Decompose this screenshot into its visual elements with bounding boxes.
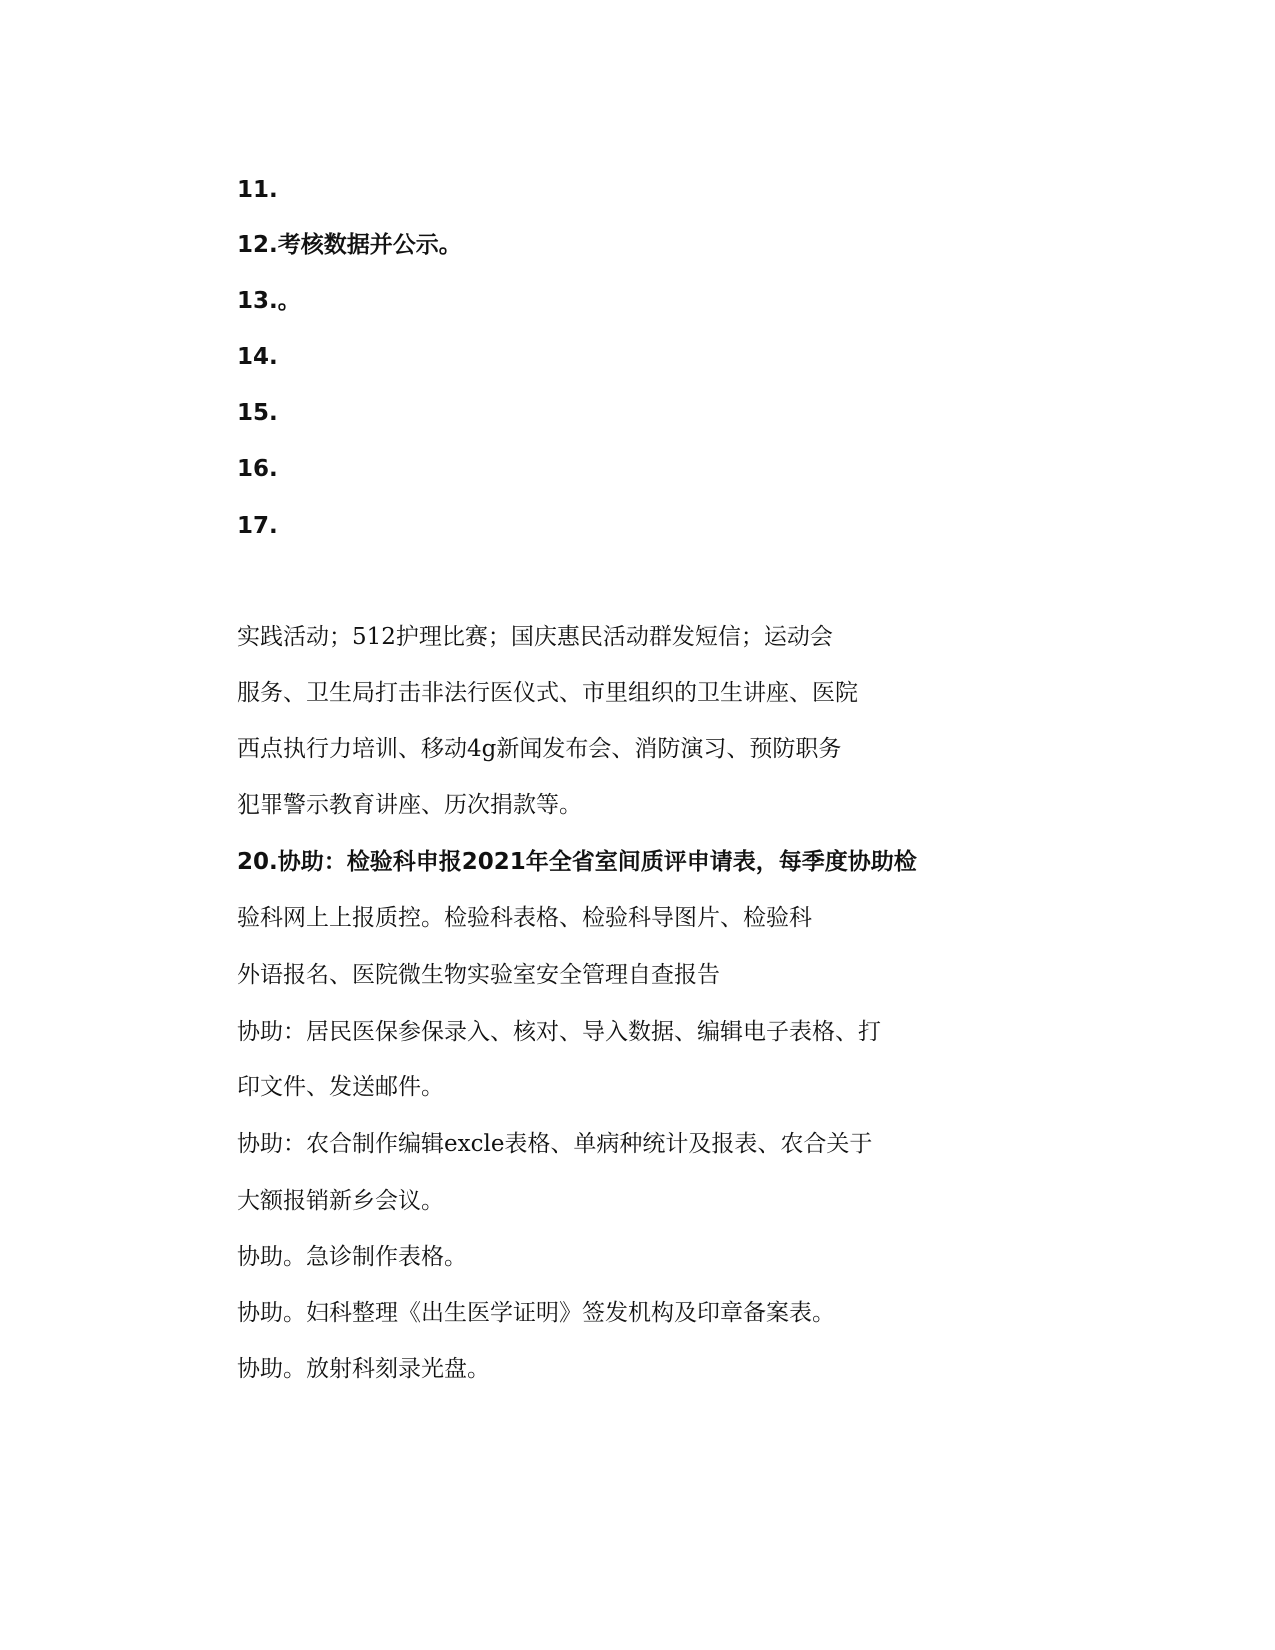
body-line: 协助：居民医保参保录入、核对、导入数据、编辑电子表格、打: [237, 1019, 881, 1045]
item-15: 15.: [237, 400, 278, 426]
body-line: 协助。急诊制作表格。: [237, 1244, 467, 1270]
body-line: 协助。妇科整理《出生医学证明》签发机构及印章备案表。: [237, 1300, 835, 1326]
body-line: 犯罪警示教育讲座、历次捐款等。: [237, 792, 582, 818]
body-line: 外语报名、医院微生物实验室安全管理自查报告: [237, 962, 720, 988]
body-line: 协助。放射科刻录光盘。: [237, 1356, 490, 1382]
item-17: 17.: [237, 513, 278, 539]
item-16: 16.: [237, 456, 278, 482]
body-line: 实践活动；512护理比赛；国庆惠民活动群发短信；运动会: [237, 624, 833, 650]
item-13: 13.。: [237, 288, 301, 314]
body-line: 服务、卫生局打击非法行医仪式、市里组织的卫生讲座、医院: [237, 680, 858, 706]
body-line: 验科网上上报质控。检验科表格、检验科导图片、检验科: [237, 905, 812, 931]
item-14: 14.: [237, 344, 278, 370]
item-12: 12.考核数据并公示。: [237, 232, 462, 258]
body-line: 协助：农合制作编辑excle表格、单病种统计及报表、农合关于: [237, 1131, 873, 1157]
item-20: 20.协助：检验科申报2021年全省室间质评申请表，每季度协助检: [237, 849, 917, 875]
body-line: 印文件、发送邮件。: [237, 1074, 444, 1100]
item-11: 11.: [237, 177, 278, 203]
body-line: 大额报销新乡会议。: [237, 1188, 444, 1214]
body-line: 西点执行力培训、移动4g新闻发布会、消防演习、预防职务: [237, 736, 842, 762]
